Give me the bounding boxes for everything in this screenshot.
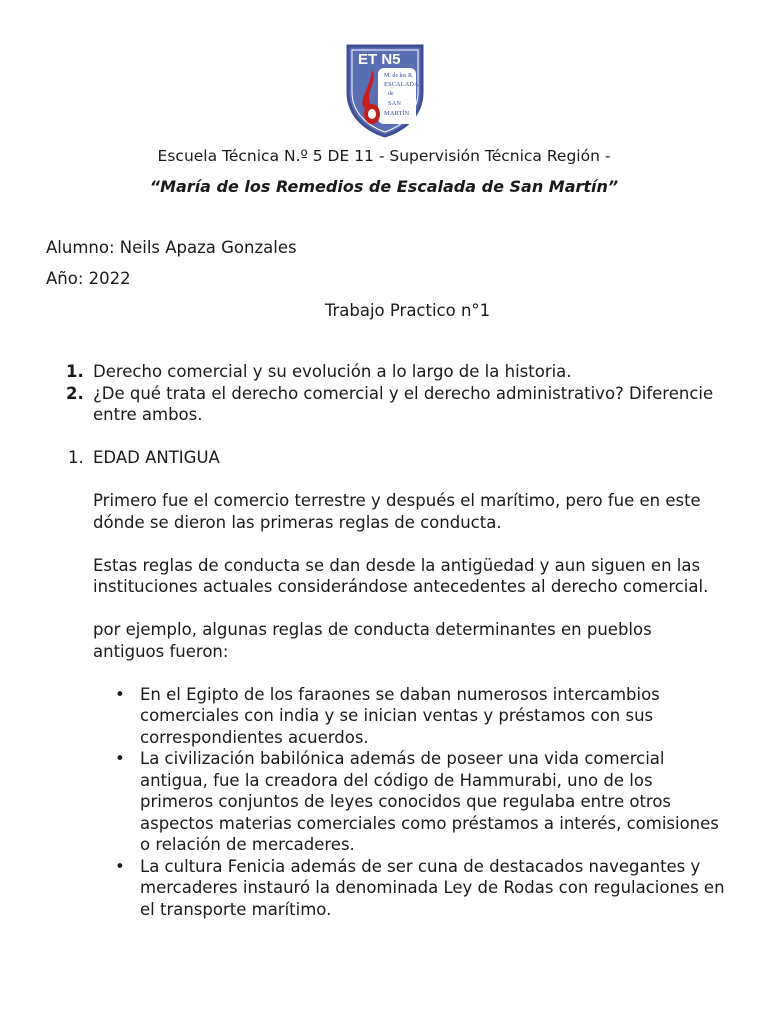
bullet-icon: • — [115, 684, 125, 704]
question-item — [66, 383, 716, 426]
school-name: Escuela Técnica N.º 5 DE 11 - Supervisión Técnica Región - — [157, 147, 611, 165]
question-text: Derecho comercial y su evolución a lo largo de la historia. — [93, 362, 572, 381]
logo-text-line: SAN — [388, 100, 402, 107]
paragraph: Estas reglas de conducta se dan desde la antigüedad y aun siguen en las instituciones actuales considerándose antecedentes al derecho comercial. — [93, 555, 709, 596]
question-number: 1. — [66, 362, 84, 381]
examples-list — [68, 684, 728, 921]
question-item — [66, 361, 716, 383]
section-number: 1. — [68, 448, 84, 467]
list-item — [68, 684, 728, 749]
list-item — [68, 856, 728, 921]
question-text: ¿De qué trata el derecho comercial y el derecho administrativo? Diferencie entre ambos. — [93, 383, 714, 424]
bullet-icon: • — [115, 856, 125, 876]
school-shield-icon — [344, 42, 426, 138]
question-number: 2. — [66, 383, 84, 403]
school-patron: “María de los Remedios de Escalada de San Martín” — [149, 177, 619, 196]
school-year: Año: 2022 — [46, 269, 131, 288]
school-logo — [344, 42, 426, 138]
section-heading — [68, 447, 728, 469]
logo-text-line: MARTÍN — [384, 110, 410, 117]
list-item-text: La cultura Fenicia además de ser cuna de destacados navegantes y mercaderes instauró la denominada Ley de Rodas con regulaciones en el transporte marítimo. — [140, 856, 725, 919]
paragraph: por ejemplo, algunas reglas de conducta determinantes en pueblos antiguos fueron: — [93, 620, 652, 661]
bullet-icon: • — [115, 749, 125, 768]
document-title: Trabajo Practico n°1 — [324, 301, 491, 320]
logo-text-line: de — [388, 91, 394, 97]
answer-section — [68, 447, 728, 920]
paragraph: Primero fue el comercio terrestre y después el marítimo, pero fue en este dónde se dieron las primeras reglas de conducta. — [93, 491, 701, 532]
questions-list — [66, 361, 716, 426]
student-name: Alumno: Neils Apaza Gonzales — [46, 238, 297, 257]
list-item-text: La civilización babilónica además de poseer una vida comercial antigua, fue la creadora del código de Hammurabi, uno de los primeros conjuntos de leyes conocidos que regulaba entre otros aspectos materias comerciales como préstamos a interés, comisiones o relación de mercaderes. — [140, 749, 719, 854]
logo-text-line: M. de los R. — [384, 73, 414, 79]
logo-text-top: ET N5 — [358, 51, 401, 68]
section-title: EDAD ANTIGUA — [93, 448, 220, 467]
list-item-text: En el Egipto de los faraones se daban numerosos intercambios comerciales con india y se inician ventas y préstamos con sus correspondientes acuerdos. — [140, 684, 660, 747]
logo-text-line: ESCALADA — [384, 81, 419, 88]
list-item — [68, 748, 728, 856]
